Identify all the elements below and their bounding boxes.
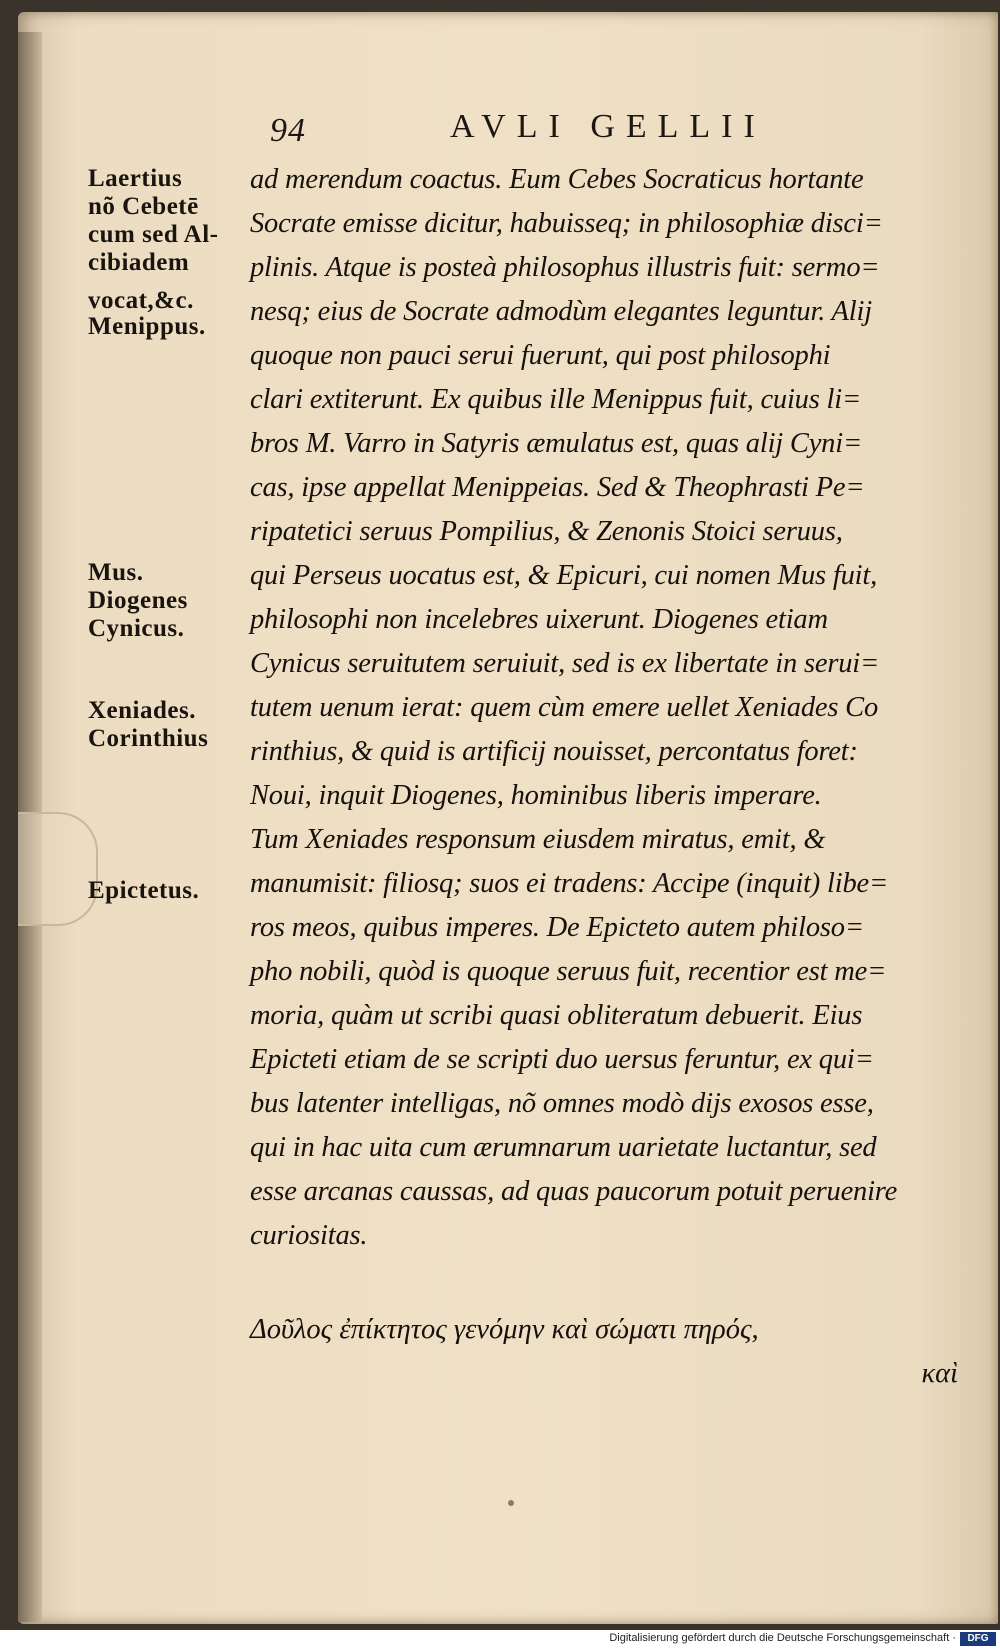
greek-line: Δοῦλος ἐπίκτητος γενόμην καὶ σώματι πηρός, bbox=[250, 1314, 759, 1345]
text-line: plinis. Atque is posteà philosophus illustris fuit: sermo= bbox=[250, 252, 880, 283]
mnote-menippus: Menippus. bbox=[88, 313, 206, 340]
text-line: qui in hac uita cum ærumnarum uarietate luctantur, sed bbox=[250, 1132, 877, 1163]
text-line: qui Perseus uocatus est, & Epicuri, cui nomen Mus fuit, bbox=[250, 560, 878, 591]
text-line: pho nobili, quòd is quoque seruus fuit, recentior est me= bbox=[250, 956, 887, 987]
mnote-cum-sed: cum sed Al- bbox=[88, 221, 219, 248]
mnote-mus: Mus. bbox=[88, 559, 144, 586]
text-line: curiositas. bbox=[250, 1220, 368, 1251]
dfg-credit: Digitalisierung gefördert durch die Deutsche Forschungsgemeinschaft · bbox=[609, 1632, 956, 1644]
text-line: rinthius, & quid is artificij nouisset, percontatus foret: bbox=[250, 736, 858, 767]
greek-verse bbox=[250, 1308, 970, 1396]
page-number: 94 bbox=[270, 112, 306, 149]
mnote-cebete: nõ Cebetē bbox=[88, 193, 199, 220]
text-line: bus latenter intelligas, nõ omnes modò dijs exosos esse, bbox=[250, 1088, 874, 1119]
mnote-cibiadem: cibiadem bbox=[88, 249, 190, 276]
text-line: ros meos, quibus imperes. De Epicteto autem philoso= bbox=[250, 912, 864, 943]
running-head bbox=[270, 108, 830, 148]
text-line: esse arcanas caussas, ad quas paucorum potuit peruenire bbox=[250, 1176, 898, 1207]
text-line: nesq; eius de Socrate admodùm elegantes leguntur. Alij bbox=[250, 296, 872, 327]
text-line: ripatetici seruus Pompilius, & Zenonis Stoici seruus, bbox=[250, 516, 843, 547]
text-line: quoque non pauci serui fuerunt, qui post philosophi bbox=[250, 340, 831, 371]
mnote-vocat: vocat,&c. bbox=[88, 287, 194, 314]
mnote-laertius: Laertius bbox=[88, 165, 183, 192]
catchword: καὶ bbox=[921, 1358, 958, 1389]
dfg-logo: DFG bbox=[960, 1632, 996, 1646]
text-line: moria, quàm ut scribi quasi obliteratum debuerit. Eius bbox=[250, 1000, 863, 1031]
mnote-xeniades: Xeniades. bbox=[88, 697, 196, 724]
mnote-corinthius: Corinthius bbox=[88, 725, 209, 752]
text-line: Socrate emisse dicitur, habuisseq; in philosophiæ disci= bbox=[250, 208, 883, 239]
text-line: bros M. Varro in Satyris æmulatus est, quas alij Cyni= bbox=[250, 428, 862, 459]
text-line: Tum Xeniades responsum eiusdem miratus, emit, & bbox=[250, 824, 826, 855]
page-tab-mark bbox=[18, 812, 98, 926]
text-line: cas, ipse appellat Menippeias. Sed & Theophrasti Pe= bbox=[250, 472, 865, 503]
text-line: ad merendum coactus. Eum Cebes Socraticus hortante bbox=[250, 164, 864, 195]
running-title: AVLI GELLII bbox=[450, 108, 766, 145]
text-line: tutem uenum ierat: quem cùm emere uellet Xeniades Co bbox=[250, 692, 879, 723]
mnote-cynicus: Cynicus. bbox=[88, 615, 185, 642]
text-line: clari extiterunt. Ex quibus ille Menippus fuit, cuius li= bbox=[250, 384, 861, 415]
text-line: Epicteti etiam de se scripti duo uersus feruntur, ex qui= bbox=[250, 1044, 874, 1075]
body-text bbox=[250, 158, 970, 1258]
text-line: philosophi non incelebres uixerunt. Diogenes etiam bbox=[250, 604, 828, 635]
text-line: Cynicus seruitutem seruiuit, sed is ex libertate in serui= bbox=[250, 648, 880, 679]
text-line: manumisit: filiosq; suos ei tradens: Accipe (inquit) libe= bbox=[250, 868, 888, 899]
mnote-diogenes: Diogenes bbox=[88, 587, 188, 614]
text-line: Noui, inquit Diogenes, hominibus liberis imperare. bbox=[250, 780, 822, 811]
mnote-epictetus: Epictetus. bbox=[88, 877, 200, 904]
ink-dot bbox=[508, 1500, 514, 1506]
